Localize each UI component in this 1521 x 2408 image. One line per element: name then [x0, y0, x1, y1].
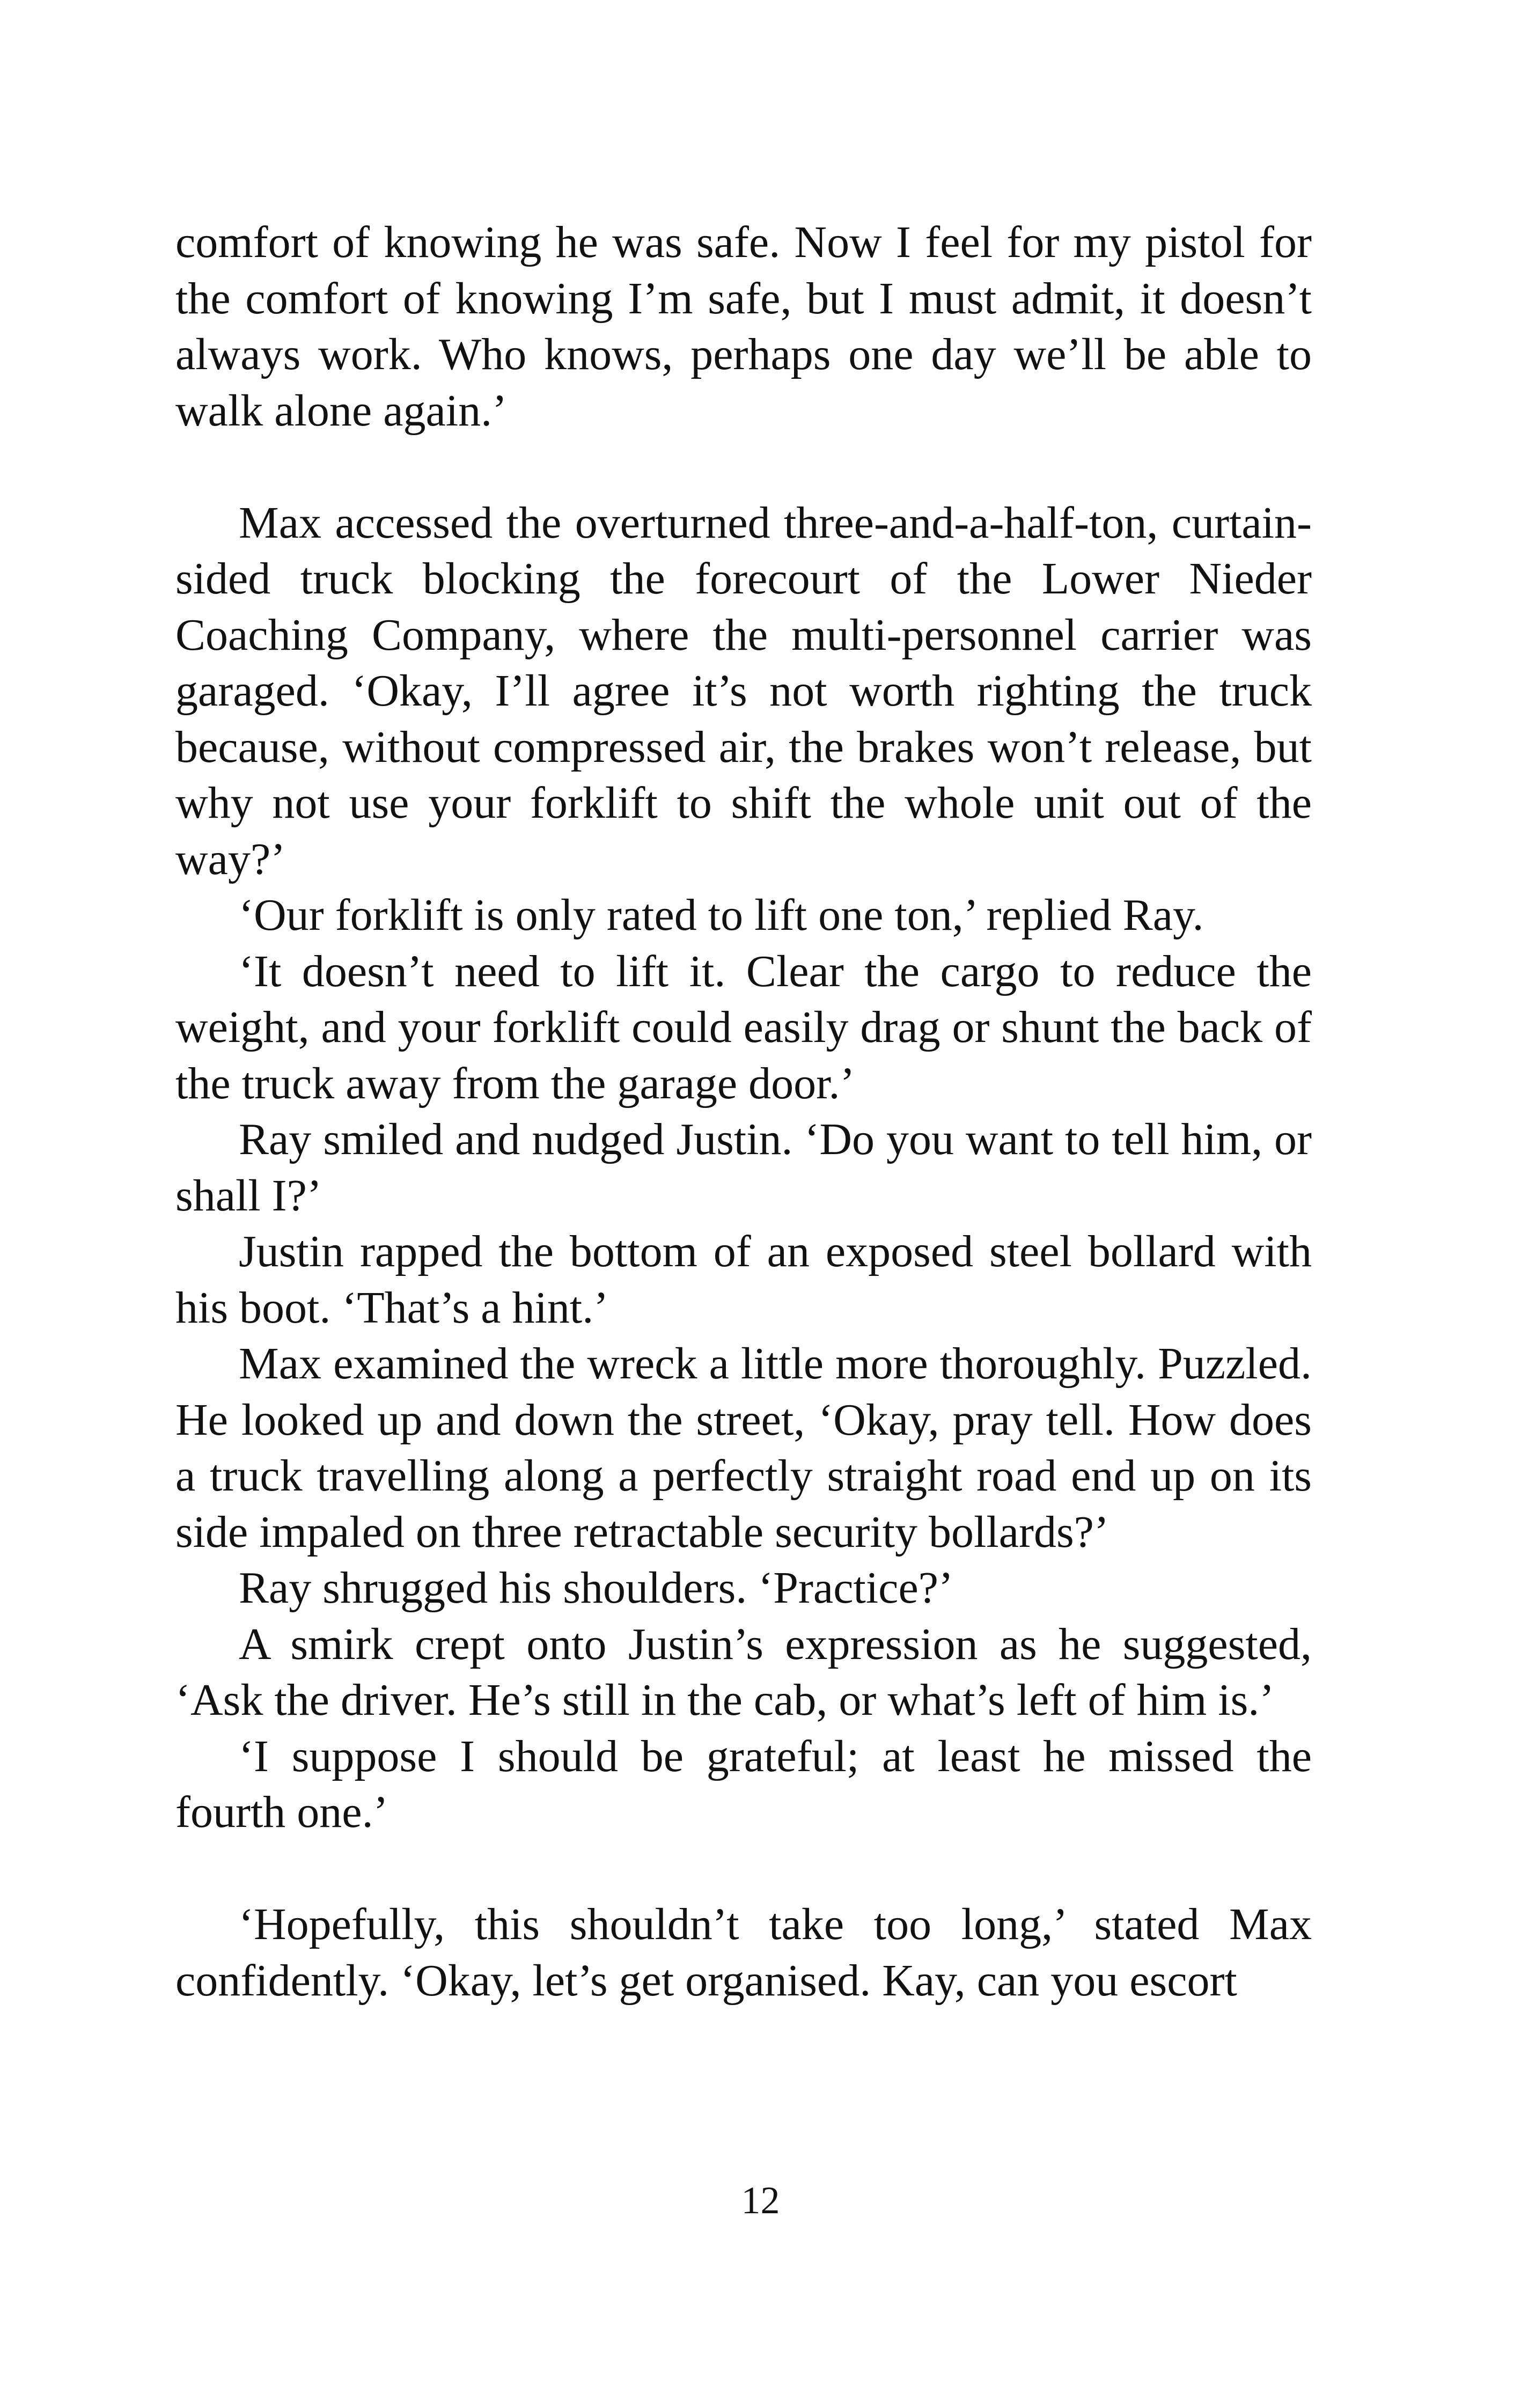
paragraph: Max accessed the overturned three-and-a-half-ton, curtain-sided truck blocking the forecourt of the Lower Nieder Coaching Company, where the multi-personnel carrier was garaged. ‘Okay, I’ll agree it’s not worth righting the truck because, without compressed air, the brakes won’t release, but why not use your forklift to shift the whole unit out of the way?’ [175, 497, 1312, 884]
section-break [175, 1841, 1312, 1897]
paragraph: comfort of knowing he was safe. Now I feel for my pistol for the comfort of knowing I’m safe, but I must admit, it doesn’t always work. Who knows, perhaps one day we’ll be able to walk alone again.’ [175, 217, 1312, 436]
page-number: 12 [741, 2179, 780, 2222]
paragraph: Justin rapped the bottom of an exposed steel bollard with his boot. ‘That’s a hint.’ [175, 1227, 1312, 1333]
paragraph: ‘Hopefully, this shouldn’t take too long,’ stated Max confidently. ‘Okay, let’s get organised. Kay, can you escort [175, 1899, 1312, 2006]
paragraph: Ray shrugged his shoulders. ‘Practice?’ [239, 1563, 953, 1613]
paragraph: ‘It doesn’t need to lift it. Clear the cargo to reduce the weight, and your forklift could easily drag or shunt the back of the truck away from the garage door.’ [175, 946, 1312, 1108]
body-text [175, 215, 1312, 2009]
paragraph: Max examined the wreck a little more thoroughly. Puzzled. He looked up and down the street, ‘Okay, pray tell. How does a truck travelling along a perfectly straight road end up on its side impaled on three retractable security bollards?’ [175, 1339, 1312, 1557]
section-break [175, 439, 1312, 495]
paragraph: A smirk crept onto Justin’s expression as he suggested, ‘Ask the driver. He’s still in the cab, or what’s left of him is.’ [175, 1619, 1312, 1725]
paragraph: ‘I suppose I should be grateful; at least he missed the fourth one.’ [175, 1731, 1312, 1837]
paragraph: ‘Our forklift is only rated to lift one ton,’ replied Ray. [239, 890, 1204, 940]
paragraph: Ray smiled and nudged Justin. ‘Do you want to tell him, or shall I?’ [175, 1114, 1312, 1221]
